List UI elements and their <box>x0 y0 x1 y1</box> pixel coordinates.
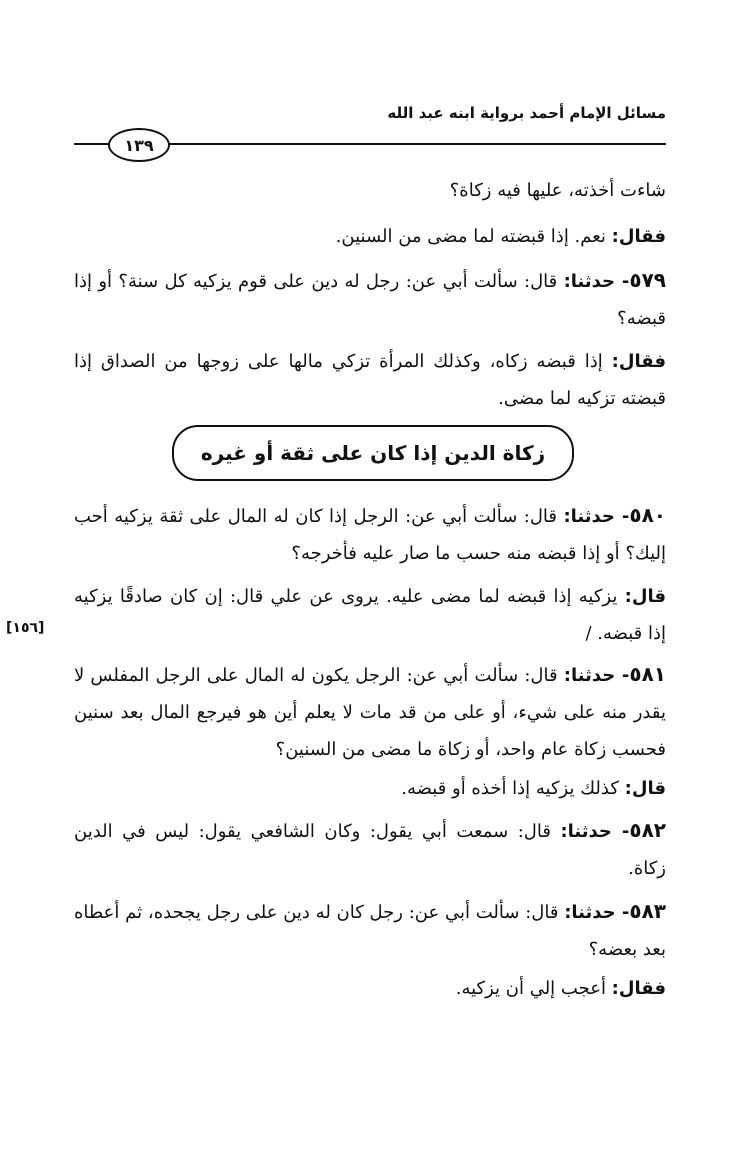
running-title: مسائل الإمام أحمد برواية ابنه عبد الله <box>387 104 666 122</box>
paragraph <box>74 343 666 417</box>
paragraph-text: قال: سألت أبي عن: رجل له دين على قوم يزكيه كل سنة؟ أو إذا قبضه؟ <box>74 271 666 329</box>
speaker-label: فقال: <box>611 978 666 999</box>
entry-number: ٥٧٩ <box>629 268 666 292</box>
speaker-label: - حدثنا: <box>563 506 630 527</box>
paragraph-text: إذا قبضه زكاه، وكذلك المرأة تزكي مالها على زوجها من الصداق إذا قبضته تزكيه لما مضى. <box>74 351 666 409</box>
speaker-label: قال: <box>624 778 666 799</box>
paragraph <box>74 812 666 887</box>
paragraph <box>74 578 666 652</box>
entry-number: ٥٨٣ <box>629 899 667 923</box>
paragraph-text: قال: سمعت أبي يقول: وكان الشافعي يقول: ليس في الدين زكاة. <box>74 821 666 879</box>
paragraph-text: أعجب إلي أن يزكيه. <box>455 978 612 999</box>
page-number: ١٣٩ <box>108 128 170 162</box>
paragraph <box>74 262 666 337</box>
section-title-box <box>172 425 574 481</box>
paragraph <box>74 656 666 768</box>
section-title: زكاة الدين إذا كان على ثقة أو غيره <box>200 441 546 465</box>
paragraph-text: نعم. إذا قبضته لما مضى من السنين. <box>335 226 612 247</box>
speaker-label: - حدثنا: <box>564 902 630 923</box>
paragraph <box>74 218 666 255</box>
paragraph-text: قال: سألت أبي عن: الرجل يكون له المال على الرجل المفلس لا يقدر منه على شيء، أو على من قد مات لا يعلم أين هو فيرجع المال بعد سنين فحسب زكاة عام واحد، أو زكاة ما مضى من السنين؟ <box>74 665 666 760</box>
speaker-label: قال: <box>624 586 666 607</box>
entry-number: ٥٨٢ <box>629 818 666 842</box>
paragraph <box>74 970 666 1007</box>
speaker-label: فقال: <box>611 226 666 247</box>
paragraph <box>74 172 666 209</box>
paragraph-text: قال: سألت أبي عن: الرجل إذا كان له المال على ثقة يزكيه أحب إليك؟ أو إذا قبضه منه حسب ما صار عليه فأخرجه؟ <box>74 506 666 564</box>
speaker-label: - حدثنا: <box>563 271 630 292</box>
speaker-label: - حدثنا: <box>560 821 630 842</box>
paragraph-text: يزكيه إذا قبضه لما مضى عليه. يروى عن علي قال: إن كان صادقًا يزكيه إذا قبضه. / <box>74 586 666 644</box>
paragraph <box>74 770 666 807</box>
speaker-label: - حدثنا: <box>563 665 630 686</box>
entry-number: ٥٨٠ <box>629 503 667 527</box>
speaker-label: فقال: <box>611 351 666 372</box>
paragraph-text: كذلك يزكيه إذا أخذه أو قبضه. <box>401 778 625 799</box>
paragraph <box>74 893 666 968</box>
entry-number: ٥٨١ <box>629 662 667 686</box>
paragraph-text: قال: سألت أبي عن: رجل كان له دين على رجل يجحده، ثم أعطاه بعد بعضه؟ <box>74 902 666 960</box>
paragraph-text: شاءت أخذته، عليها فيه زكاة؟ <box>449 180 666 201</box>
paragraph <box>74 497 666 572</box>
margin-reference: [١٥٦] <box>6 620 45 636</box>
